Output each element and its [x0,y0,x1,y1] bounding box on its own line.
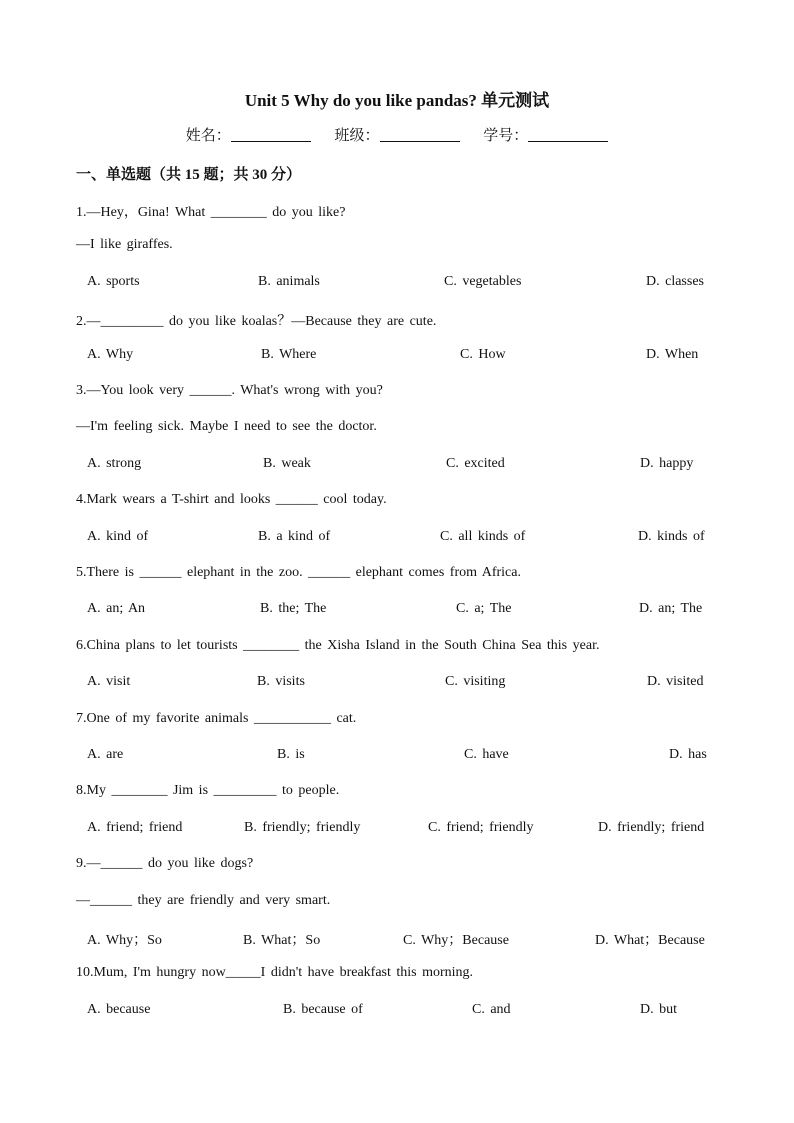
name-label: 姓名： [185,128,231,144]
number-blank[interactable] [528,127,608,142]
question-8-option-b[interactable]: B. friendly; friendly [244,820,361,835]
question-10-option-c[interactable]: C. and [472,1002,511,1017]
question-9-reply: —______ they are friendly and very smart. [76,893,331,908]
class-label: 班级： [334,128,380,144]
name-blank[interactable] [231,127,311,142]
question-7-option-b[interactable]: B. is [277,747,305,762]
question-6-option-d[interactable]: D. visited [647,674,704,689]
question-10-option-d[interactable]: D. but [640,1002,677,1017]
question-3-option-c[interactable]: C. excited [446,456,505,471]
question-8-option-a[interactable]: A. friend; friend [87,820,183,835]
question-5-stem: 5.There is ______ elephant in the zoo. ______ elephant comes from Africa. [76,565,521,580]
question-1-option-d[interactable]: D. classes [646,274,704,289]
question-10-stem: 10.Mum, I'm hungry now_____I didn't have breakfast this morning. [76,965,474,980]
question-1-reply: —I like giraffes. [76,237,173,252]
question-8-option-d[interactable]: D. friendly; friend [598,820,705,835]
student-info-row [0,124,794,145]
name-field [186,124,311,145]
question-3-stem: 3.—You look very ______. What's wrong with you? [76,383,383,398]
question-9-option-a[interactable]: A. Why；So [87,933,162,948]
number-field [483,124,608,145]
question-9-option-b[interactable]: B. What；So [243,933,321,948]
question-7-option-a[interactable]: A. are [87,747,124,762]
question-4-option-b[interactable]: B. a kind of [258,529,331,544]
question-3-reply: —I'm feeling sick. Maybe I need to see the doctor. [76,419,377,434]
question-2-option-a[interactable]: A. Why [87,347,134,362]
question-3-option-d[interactable]: D. happy [640,456,694,471]
question-9-stem: 9.—______ do you like dogs? [76,856,254,871]
question-9-option-d[interactable]: D. What；Because [595,933,705,948]
question-3-option-a[interactable]: A. strong [87,456,142,471]
question-2-stem: 2.—_________ do you like koalas？—Because they are cute. [76,314,437,329]
question-4-option-c[interactable]: C. all kinds of [440,529,526,544]
page-title: Unit 5 Why do you like pandas? 单元测试 [244,91,550,110]
question-5-option-d[interactable]: D. an; The [639,601,703,616]
class-field [334,124,459,145]
question-7-stem: 7.One of my favorite animals ___________ cat. [76,711,357,726]
question-1-stem: 1.—Hey，Gina! What ________ do you like? [76,205,346,220]
question-10-option-a[interactable]: A. because [87,1002,151,1017]
question-5-option-c[interactable]: C. a; The [456,601,512,616]
question-4-option-d[interactable]: D. kinds of [638,529,705,544]
question-1-option-b[interactable]: B. animals [258,274,320,289]
question-10-option-b[interactable]: B. because of [283,1002,363,1017]
question-6-stem: 6.China plans to let tourists ________ the Xisha Island in the South China Sea this year. [76,638,600,653]
question-3-option-b[interactable]: B. weak [263,456,311,471]
question-5-option-a[interactable]: A. an; An [87,601,146,616]
question-9-option-c[interactable]: C. Why；Because [403,933,509,948]
number-label: 学号： [483,128,529,144]
question-2-option-d[interactable]: D. When [646,347,699,362]
question-7-option-d[interactable]: D. has [669,747,707,762]
question-6-option-b[interactable]: B. visits [257,674,305,689]
question-8-option-c[interactable]: C. friend; friendly [428,820,534,835]
question-1-option-c[interactable]: C. vegetables [444,274,522,289]
question-1-option-a[interactable]: A. sports [87,274,140,289]
question-4-stem: 4.Mark wears a T-shirt and looks ______ cool today. [76,492,387,507]
question-5-option-b[interactable]: B. the; The [260,601,327,616]
question-6-option-c[interactable]: C. visiting [445,674,506,689]
question-6-option-a[interactable]: A. visit [87,674,131,689]
question-7-option-c[interactable]: C. have [464,747,509,762]
question-8-stem: 8.My ________ Jim is _________ to people. [76,783,340,798]
section-heading: 一、单选题（共 15 题；共 30 分） [76,167,302,183]
question-4-option-a[interactable]: A. kind of [87,529,149,544]
question-2-option-c[interactable]: C. How [460,347,506,362]
question-2-option-b[interactable]: B. Where [261,347,317,362]
class-blank[interactable] [380,127,460,142]
